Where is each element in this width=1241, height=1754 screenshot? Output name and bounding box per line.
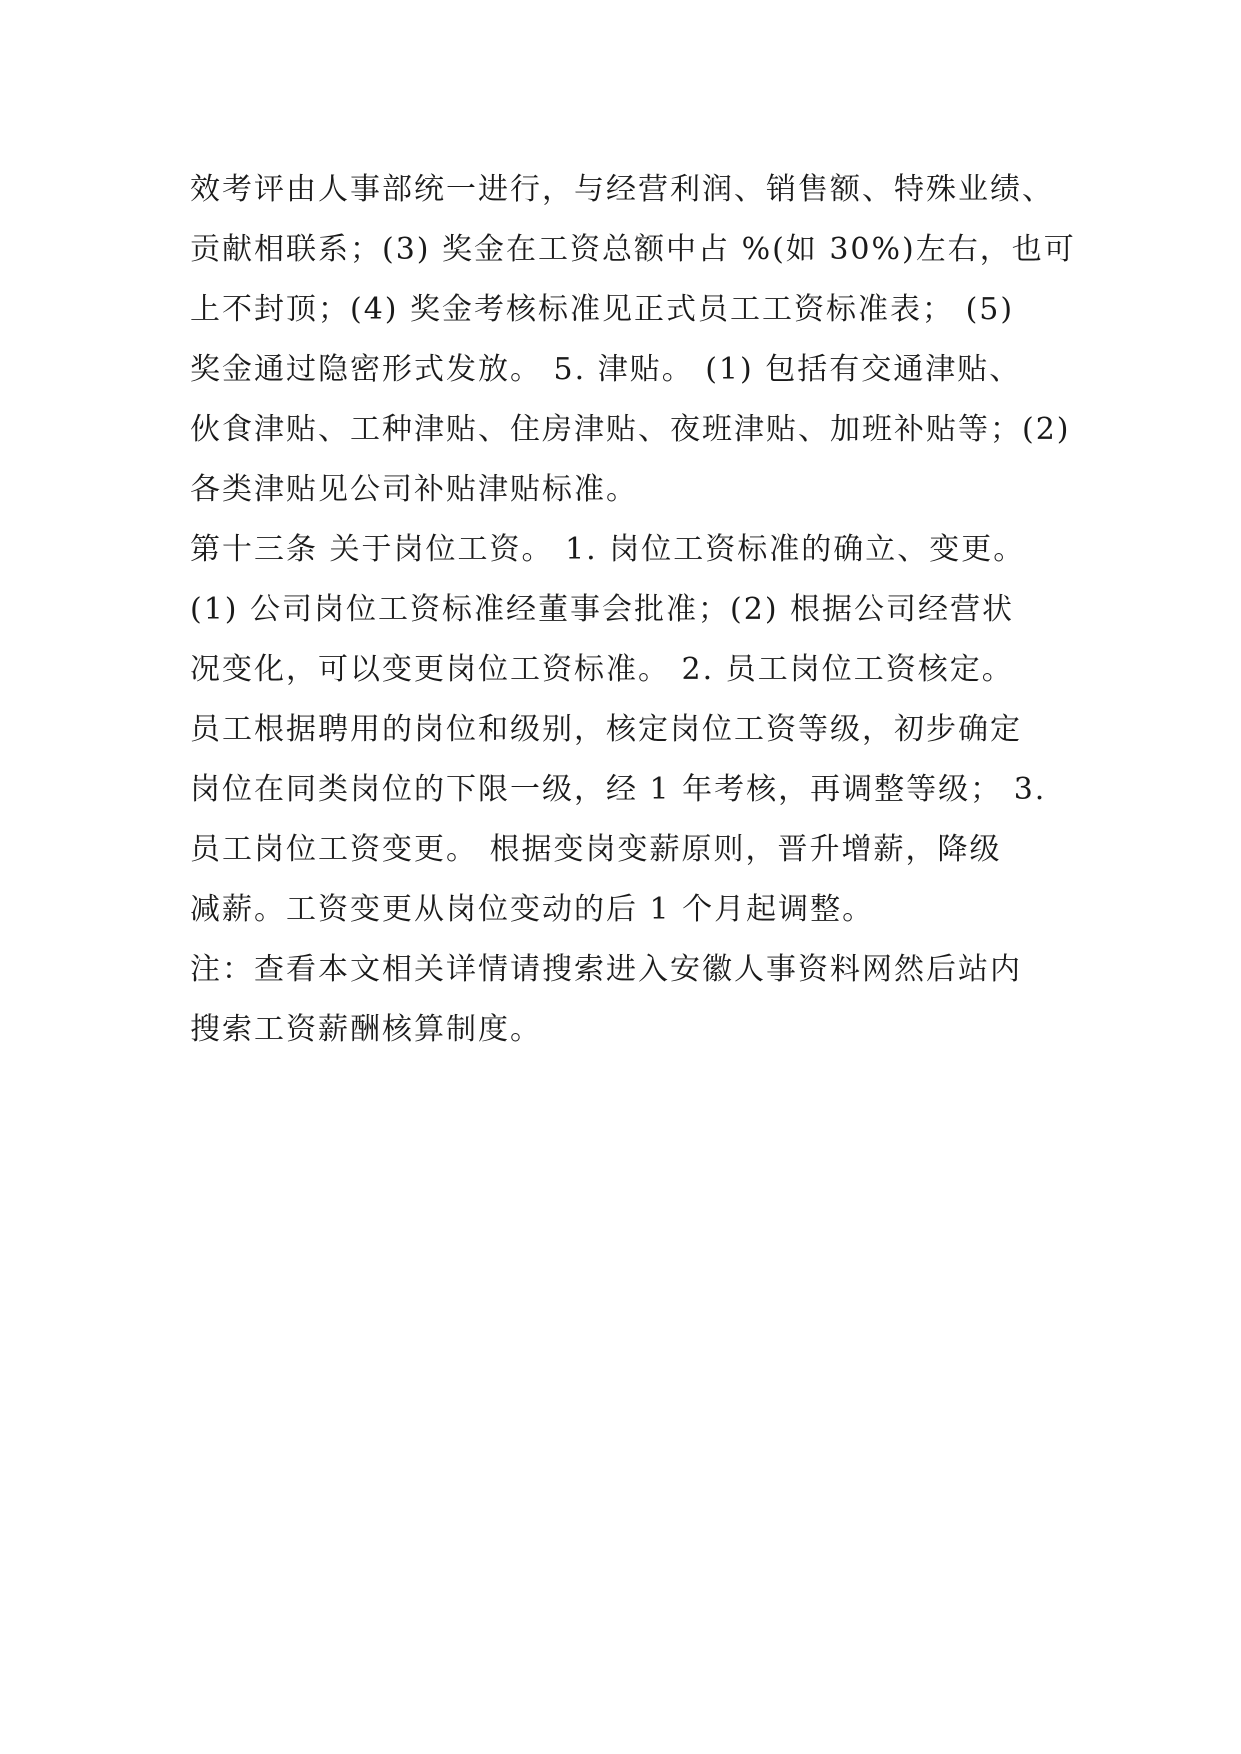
body-line-5: 伙食津贴、工种津贴、住房津贴、夜班津贴、加班补贴等；(2) (190, 412, 1071, 447)
article-13-line-1: 第十三条 关于岗位工资。 1. 岗位工资标准的确立、变更。 (190, 532, 1026, 567)
article-13-line-6: 员工岗位工资变更。 根据变岗变薪原则，晋升增薪，降级 (190, 832, 1002, 867)
body-line-4: 奖金通过隐密形式发放。 5. 津贴。 (1) 包括有交通津贴、 (190, 352, 1022, 387)
article-13-line-7: 减薪。工资变更从岗位变动的后 1 个月起调整。 (190, 892, 875, 927)
body-line-2: 贡献相联系；(3) 奖金在工资总额中占 %(如 30%)左右，也可 (190, 232, 1076, 267)
article-13-line-3: 况变化，可以变更岗位工资标准。 2. 员工岗位工资核定。 (190, 652, 1014, 687)
article-13-line-5: 岗位在同类岗位的下限一级，经 1 年考核，再调整等级； 3. (190, 772, 1047, 807)
body-line-6: 各类津贴见公司补贴津贴标准。 (190, 472, 638, 507)
article-13-line-2: (1) 公司岗位工资标准经董事会批准；(2) 根据公司经营状 (190, 592, 1015, 627)
document-body (190, 160, 1076, 1060)
note-line-1: 注：查看本文相关详情请搜索进入安徽人事资料网然后站内 (190, 952, 1022, 987)
note-line-2: 搜索工资薪酬核算制度。 (190, 1012, 542, 1047)
article-13-line-4: 员工根据聘用的岗位和级别，核定岗位工资等级，初步确定 (190, 712, 1022, 747)
body-line-3: 上不封顶；(4) 奖金考核标准见正式员工工资标准表； (5) (190, 292, 1015, 327)
body-line-1: 效考评由人事部统一进行，与经营利润、销售额、特殊业绩、 (190, 172, 1054, 207)
